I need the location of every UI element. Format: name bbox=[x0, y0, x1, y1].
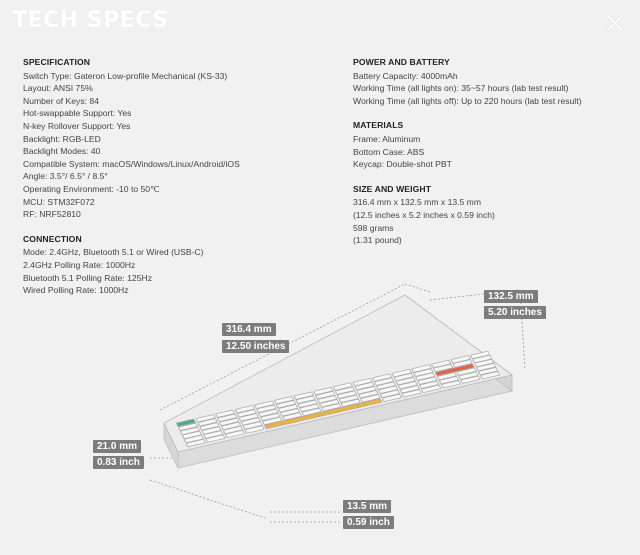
width-mm-badge: 316.4 mm bbox=[222, 323, 276, 336]
spec-line: 316.4 mm x 132.5 mm x 13.5 mm bbox=[353, 197, 481, 208]
keyboard-illustration bbox=[0, 280, 640, 550]
spec-line: (12.5 inches x 5.2 inches x 0.59 inch) bbox=[353, 209, 495, 220]
spec-line: N-key Rollover Support: Yes bbox=[23, 120, 131, 131]
spec-line: Number of Keys: 84 bbox=[23, 95, 99, 106]
spec-line: MCU: STM32F072 bbox=[23, 196, 95, 207]
spec-line: Backlight Modes: 40 bbox=[23, 146, 101, 157]
spec-line: Battery Capacity: 4000mAh bbox=[353, 70, 458, 81]
spec-line: 598 grams bbox=[353, 222, 394, 233]
spec-line: Switch Type: Gateron Low-profile Mechanical (KS-33) bbox=[23, 70, 228, 81]
spec-line: Compatible System: macOS/Windows/Linux/Android/iOS bbox=[23, 158, 240, 169]
spec-line: Mode: 2.4GHz, Bluetooth 5.1 or Wired (USB-C) bbox=[23, 247, 204, 258]
connection-heading: CONNECTION bbox=[23, 233, 82, 244]
thickness-mm-badge: 13.5 mm bbox=[343, 500, 391, 513]
spec-line: Operating Environment: -10 to 50℃ bbox=[23, 183, 160, 194]
page-title: TECH SPECS bbox=[12, 8, 169, 33]
front-height-inch-badge: 0.83 inch bbox=[93, 456, 144, 469]
size-list bbox=[353, 196, 633, 246]
keyboard-dimension-diagram bbox=[0, 280, 640, 550]
spec-line: Layout: ANSI 75% bbox=[23, 83, 93, 94]
width-inch-badge: 12.50 inches bbox=[222, 340, 289, 353]
spec-line: (1.31 pound) bbox=[353, 235, 402, 246]
specs-right-column bbox=[353, 56, 633, 247]
spec-line: Keycap: Double-shot PBT bbox=[353, 159, 452, 170]
width-end-tick bbox=[405, 284, 430, 292]
spec-line: Hot-swappable Support: Yes bbox=[23, 108, 132, 119]
spec-line: RF: NRF52810 bbox=[23, 209, 81, 220]
spec-line: Frame: Aluminum bbox=[353, 133, 421, 144]
materials-list bbox=[353, 133, 633, 171]
specification-list bbox=[23, 70, 323, 221]
thickness-inch-badge: 0.59 inch bbox=[343, 516, 394, 529]
power-list bbox=[353, 70, 633, 108]
specs-left-column bbox=[23, 56, 323, 297]
size-heading: SIZE AND WEIGHT bbox=[353, 183, 432, 194]
depth-inch-badge: 5.20 inches bbox=[484, 306, 546, 319]
spec-line: Bottom Case: ABS bbox=[353, 146, 425, 157]
spec-line: Working Time (all lights on): 35~57 hours (lab test result) bbox=[353, 83, 569, 94]
spec-line: Backlight: RGB-LED bbox=[23, 133, 101, 144]
spec-line: Wired Polling Rate: 1000Hz bbox=[23, 285, 129, 296]
modal-header bbox=[0, 0, 640, 46]
power-heading: POWER AND BATTERY bbox=[353, 57, 450, 67]
materials-heading: MATERIALS bbox=[353, 120, 404, 131]
spec-line: Bluetooth 5.1 Polling Rate: 125Hz bbox=[23, 272, 152, 283]
keyboard-body bbox=[164, 295, 512, 468]
spec-line: 2.4GHz Polling Rate: 1000Hz bbox=[23, 259, 136, 270]
front-height-mm-badge: 21.0 mm bbox=[93, 440, 141, 453]
spec-line: Working Time (all lights off): Up to 220 hours (lab test result) bbox=[353, 95, 582, 106]
front-height-bottom-line bbox=[150, 480, 265, 518]
spec-line: Angle: 3.5°/ 6.5° / 8.5° bbox=[23, 171, 108, 182]
specification-heading: SPECIFICATION bbox=[23, 57, 91, 67]
depth-mm-badge: 132.5 mm bbox=[484, 290, 538, 303]
close-icon[interactable] bbox=[606, 14, 624, 32]
